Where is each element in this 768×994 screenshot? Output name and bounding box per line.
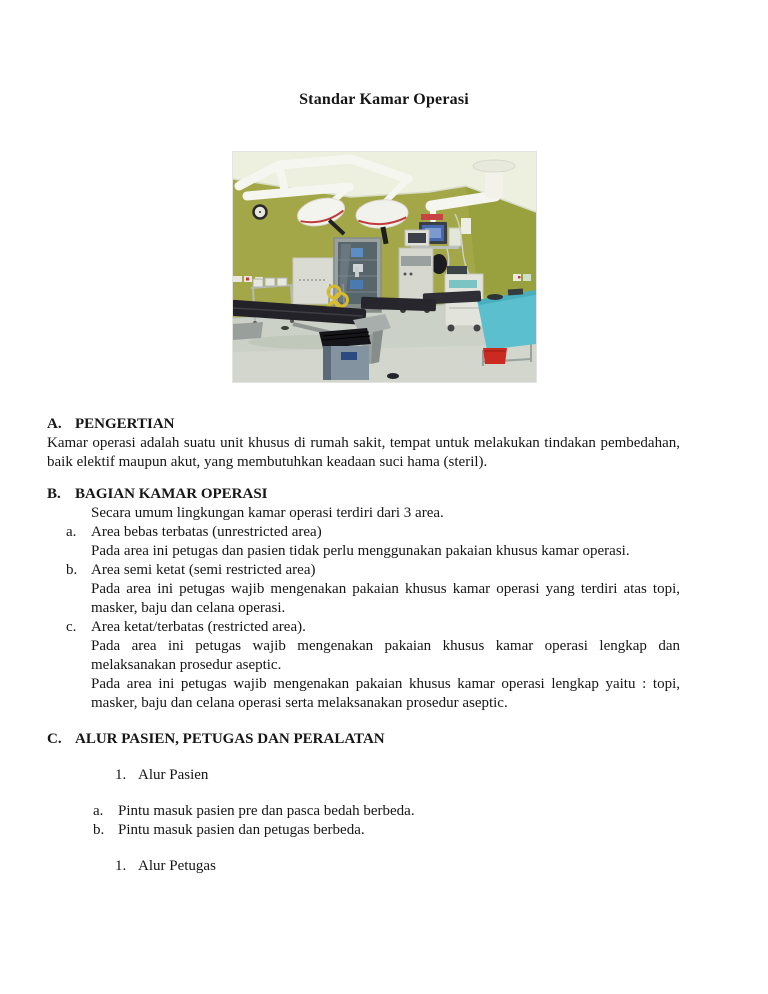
list-item-c-title: Area ketat/terbatas (restricted area). [91, 619, 306, 635]
flow-item-alur-pasien [47, 766, 680, 785]
point-b-text: Pintu masuk pasien dan petugas berbeda. [118, 822, 365, 838]
list-item-area-semi-ketat [47, 561, 680, 618]
point-a-label: a. [93, 803, 104, 819]
operating-room-photo [233, 152, 536, 382]
section-pengertian [47, 415, 680, 472]
list-item-c-label: c. [66, 619, 77, 635]
list-item-c-body-2: Pada area ini petugas wajib mengenakan pakaian khusus kamar operasi lengkap yaitu : topi, masker, baju dan celana operasi serta melaksanakan prosedur aseptic. [91, 676, 680, 711]
point-b-label: b. [93, 822, 105, 838]
section-a-label: A. [47, 416, 62, 432]
list-item-area-bebas [47, 523, 680, 561]
list-item-area-ketat [47, 618, 680, 713]
section-bagian-kamar-operasi [47, 485, 680, 713]
list-item-b-title: Area semi ketat (semi restricted area) [91, 562, 316, 578]
section-a-heading [47, 415, 680, 434]
page-title: Standar Kamar Operasi [299, 91, 469, 108]
list-item-a-title: Area bebas terbatas (unrestricted area) [91, 524, 322, 540]
section-a-title: PENGERTIAN [75, 416, 175, 432]
flow-2-text: Alur Petugas [138, 858, 216, 874]
flow-1-text: Alur Pasien [138, 767, 209, 783]
flow-points [47, 802, 680, 840]
section-b-intro: Secara umum lingkungan kamar operasi terdiri dari 3 area. [91, 505, 444, 521]
point-a-text: Pintu masuk pasien pre dan pasca bedah berbeda. [118, 803, 415, 819]
point-pintu-pre-pasca [47, 802, 680, 821]
section-b-heading [47, 485, 680, 504]
list-item-c-body-1: Pada area ini petugas wajib mengenakan pakaian khusus kamar operasi lengkap dan melaksanakan prosedur aseptic. [91, 638, 680, 673]
list-item-b-label: b. [66, 562, 78, 578]
point-pintu-pasien-petugas [47, 821, 680, 840]
section-b-label: B. [47, 486, 61, 502]
flow-1-label: 1. [115, 767, 127, 783]
list-item-a-body: Pada area ini petugas dan pasien tidak perlu menggunakan pakaian khusus kamar operasi. [91, 543, 630, 559]
operating-room-illustration [233, 152, 536, 382]
section-a-paragraph: Kamar operasi adalah suatu unit khusus di rumah sakit, tempat untuk melakukan tindakan pembedahan, baik elektif maupun akut, yang membutuhkan keadaan suci hama (steril). [47, 435, 680, 470]
section-b-title: BAGIAN KAMAR OPERASI [75, 486, 268, 502]
section-c-title: ALUR PASIEN, PETUGAS DAN PERALATAN [75, 731, 385, 747]
flow-item-alur-petugas [47, 857, 680, 876]
section-alur [47, 730, 680, 876]
section-c-heading [47, 730, 680, 749]
list-item-b-body: Pada area ini petugas wajib mengenakan pakaian khusus kamar operasi yang terdiri atas topi, masker, baju dan celana operasi. [91, 581, 680, 616]
flow-2-label: 1. [115, 858, 127, 874]
section-c-label: C. [47, 731, 62, 747]
list-item-a-label: a. [66, 524, 77, 540]
